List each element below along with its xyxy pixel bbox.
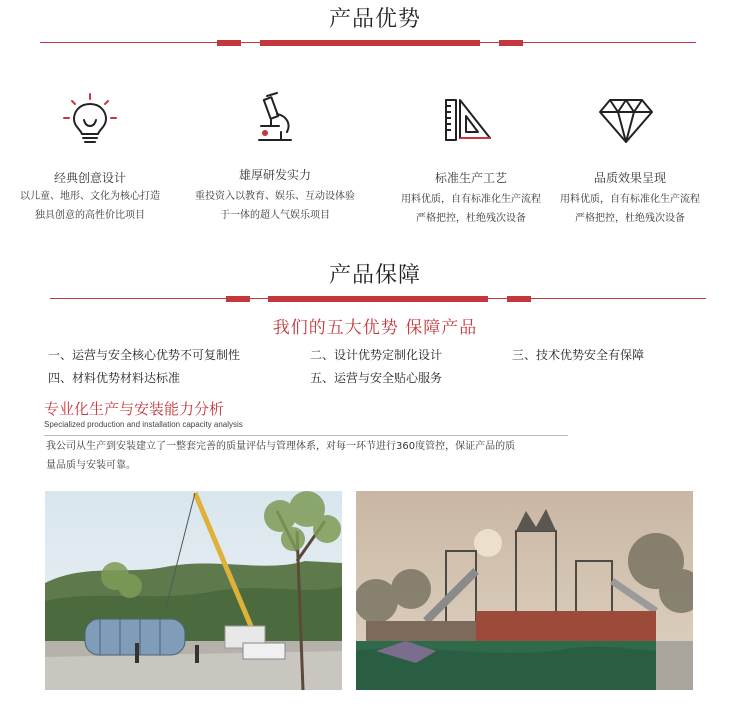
divider-accent-block bbox=[507, 296, 531, 302]
feature-title: 经典创意设计 bbox=[53, 171, 126, 185]
advantage-item: 四、材料优势材料达标准 bbox=[48, 371, 181, 385]
divider-accent-block bbox=[499, 40, 523, 46]
feature-desc-line: 严格把控，杜绝残次设备 bbox=[416, 213, 526, 224]
ruler-triangle-icon bbox=[440, 92, 500, 148]
feature-desc bbox=[540, 190, 720, 228]
divider-accent-block bbox=[217, 40, 241, 46]
advantage-item: 三、技术优势安全有保障 bbox=[512, 348, 645, 362]
advantage-item: 五、运营与安全贴心服务 bbox=[310, 371, 443, 385]
feature-desc bbox=[381, 190, 561, 228]
capability-text-line: 我公司从生产到安装建立了一整套完善的质量评估与管理体系，对每一环节进行360度管控，保证产品的质 bbox=[46, 441, 516, 452]
capability-description bbox=[46, 437, 576, 475]
capability-text-line: 量品质与安装可靠。 bbox=[46, 460, 136, 471]
advantage-item: 二、设计优势定制化设计 bbox=[310, 348, 443, 362]
section-title-product-advantages: 产品优势 bbox=[328, 7, 421, 32]
feature-desc-line: 重投资入以教育、娱乐、互动设体验 bbox=[195, 191, 355, 202]
divider-accent-bar bbox=[268, 296, 488, 302]
feature-desc-line: 于一体的超人气娱乐项目 bbox=[220, 210, 330, 221]
advantage-item: 一、运营与安全核心优势不可复制性 bbox=[48, 348, 241, 362]
divider-accent-bar bbox=[260, 40, 480, 46]
feature-title: 雄厚研发实力 bbox=[238, 168, 311, 182]
feature-desc-line: 用料优质，自有标准化生产流程 bbox=[401, 194, 541, 205]
feature-desc bbox=[0, 187, 180, 225]
section-title-product-guarantee: 产品保障 bbox=[328, 263, 421, 288]
divider-accent-block bbox=[226, 296, 250, 302]
microscope-icon bbox=[245, 92, 305, 148]
crane-installation-photo bbox=[45, 491, 342, 690]
diamond-icon bbox=[596, 92, 656, 148]
playground-structure-photo bbox=[356, 491, 693, 690]
advantages-heading: 我们的五大优势 保障产品 bbox=[272, 318, 478, 338]
feature-desc-line: 严格把控，杜绝残次设备 bbox=[575, 213, 685, 224]
capability-subtitle: Specialized production and installation capacity analysis bbox=[44, 420, 243, 429]
capability-divider bbox=[44, 435, 568, 436]
feature-desc-line: 以儿童、地形、文化为核心打造 bbox=[20, 191, 160, 202]
feature-title: 品质效果呈现 bbox=[593, 171, 666, 185]
feature-desc-line: 独具创意的高性价比项目 bbox=[35, 210, 145, 221]
lightbulb-icon bbox=[60, 92, 120, 148]
feature-desc-line: 用料优质，自有标准化生产流程 bbox=[560, 194, 700, 205]
feature-title: 标准生产工艺 bbox=[434, 171, 507, 185]
capability-title: 专业化生产与安装能力分析 bbox=[44, 400, 225, 418]
feature-desc bbox=[185, 187, 365, 225]
